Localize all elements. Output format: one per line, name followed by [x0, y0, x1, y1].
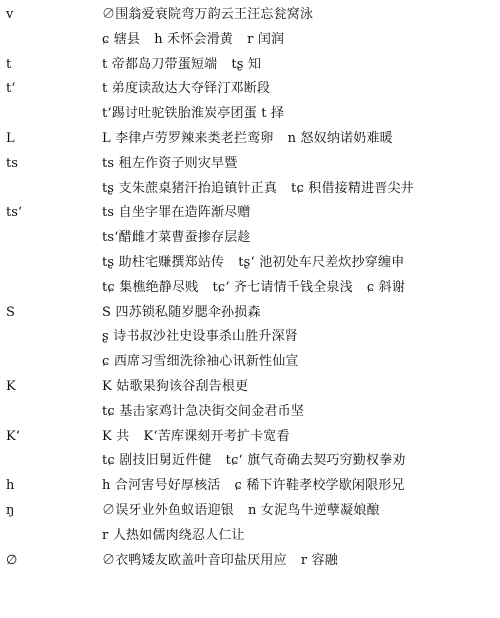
initial-label: K [6, 379, 16, 394]
example-group: ∅衣鸭矮友欧盖叶音印盐厌用应 [102, 552, 287, 568]
example-group: tɕ‘ 齐七请情千钱全泉浅 [212, 279, 353, 295]
table-row [0, 252, 500, 276]
example-line [102, 204, 496, 222]
example-line [102, 527, 496, 545]
table-row [0, 103, 500, 127]
example-group: r 人热如儒肉绕忍人仁让 [102, 527, 245, 543]
table-row [0, 550, 500, 574]
example-group: n 女泥鸟牛逆孽凝娘酿 [248, 503, 380, 518]
example-group: ʂ 诗书叔沙社史设事杀山胜升深肾 [102, 329, 299, 345]
table-row [0, 401, 500, 425]
example-group: r 闰润 [247, 31, 285, 47]
initial-label: ts‘ [6, 205, 23, 221]
example-group: tʂ 知 [231, 56, 262, 72]
example-line [102, 229, 496, 247]
example-group: ts 自坐字罪在造阵渐尽赠 [102, 205, 251, 221]
example-group: ɕ 稀下许鞋孝校学歇闲限形兄 [234, 478, 405, 494]
example-line [102, 304, 496, 322]
example-group: r 容融 [300, 552, 338, 568]
example-group: tɕ 基击家鸡计急决街交间金君币坚 [102, 403, 305, 419]
table-row [0, 475, 500, 499]
example-line [102, 56, 496, 74]
table-row [0, 525, 500, 549]
example-line [102, 403, 496, 421]
table-row [0, 178, 500, 202]
example-group: h 禾怀会滑黄 [154, 31, 234, 47]
example-line [102, 477, 496, 495]
initial-label: K‘ [6, 428, 20, 444]
example-line [102, 80, 496, 98]
table-row [0, 78, 500, 102]
example-group: ∅误牙业外鱼蚁语迎银 [102, 503, 235, 518]
initial-label: h [6, 478, 15, 494]
table-row [0, 227, 500, 251]
table-row [0, 128, 500, 152]
table-row [0, 351, 500, 375]
table-row [0, 277, 500, 301]
example-group: ts 租左作资子则灾早暨 [102, 155, 238, 171]
example-line [102, 502, 496, 520]
example-group: K 共 [102, 428, 130, 444]
table-row [0, 202, 500, 226]
example-line [102, 378, 496, 396]
example-group: tɕ 积借接精进晋尖井 [291, 180, 414, 196]
table-row [0, 4, 500, 28]
example-group: ɕ 斜谢 [366, 279, 406, 295]
initial-label: v [6, 7, 14, 22]
initial-label: t [6, 56, 12, 72]
example-group: K‘苦库课刻开考扩卡宽看 [143, 428, 290, 444]
example-line [102, 552, 496, 570]
table-row [0, 326, 500, 350]
example-group: ɕ 辖县 [102, 31, 141, 47]
initial-label: ∅ [6, 552, 18, 568]
example-line [102, 353, 496, 371]
table-row [0, 500, 500, 524]
example-line [102, 254, 496, 272]
example-group: ∅围翁爱衰院弯万韵云王汪忘瓮窝泳 [102, 7, 314, 22]
example-line [102, 180, 496, 198]
example-group: L 李律卢劳罗辣来类老拦鸾卵 [102, 131, 274, 146]
example-group: t 弟度读敌达大夺铎汀邓断段 [102, 81, 271, 97]
example-line [102, 279, 496, 297]
example-group: tʂ 助柱宅赚撰郑站传 [102, 255, 225, 270]
example-group: ɕ 西席习雪细洗徐袖心讯新性仙宣 [102, 354, 299, 370]
example-line [102, 328, 496, 346]
table-row [0, 29, 500, 53]
table-row [0, 426, 500, 450]
example-line [102, 130, 496, 148]
example-group: tɕ 集樵绝静尽贱 [102, 279, 199, 295]
example-group: K 姑歌果狗该谷刮告根更 [102, 379, 249, 394]
table-row [0, 302, 500, 326]
example-line [102, 452, 496, 470]
example-group: S 四苏锁私随岁腮伞孙损森 [102, 304, 261, 320]
example-group: tʂ‘ 池初处车尺差炊抄穿缠申 [238, 255, 405, 270]
initial-label: L [6, 131, 15, 146]
initial-label: ts [6, 155, 18, 171]
example-group: n 怒奴纳诺奶难暖 [287, 131, 393, 146]
initial-label: ŋ [6, 503, 15, 518]
example-group: tɕ 剧技旧舅近件健 [102, 453, 212, 469]
example-line [102, 428, 496, 446]
example-line [102, 6, 496, 24]
example-group: tʂ 支朱蔗桌猪汗抬追镇针正真 [102, 180, 278, 196]
initial-label: S [6, 304, 15, 320]
example-line [102, 31, 496, 49]
example-group: h 合河害号好厚核活 [102, 478, 221, 494]
table-row [0, 54, 500, 78]
initial-label: t‘ [6, 81, 16, 97]
example-line [102, 105, 496, 123]
example-group: tɕ‘ 旗气奇确去契巧穷勤权拳劝 [225, 453, 406, 469]
table-row [0, 153, 500, 177]
table-row [0, 376, 500, 400]
example-line [102, 155, 496, 173]
example-group: t 帝都岛刀带蛋短端 [102, 56, 218, 72]
example-group: t‘踢讨吐驼铁胎淮炭亭团蛋 t 择 [102, 106, 285, 122]
table-row [0, 450, 500, 474]
example-group: ts‘醋雌才菜曹蚕掺存层趁 [102, 230, 251, 246]
